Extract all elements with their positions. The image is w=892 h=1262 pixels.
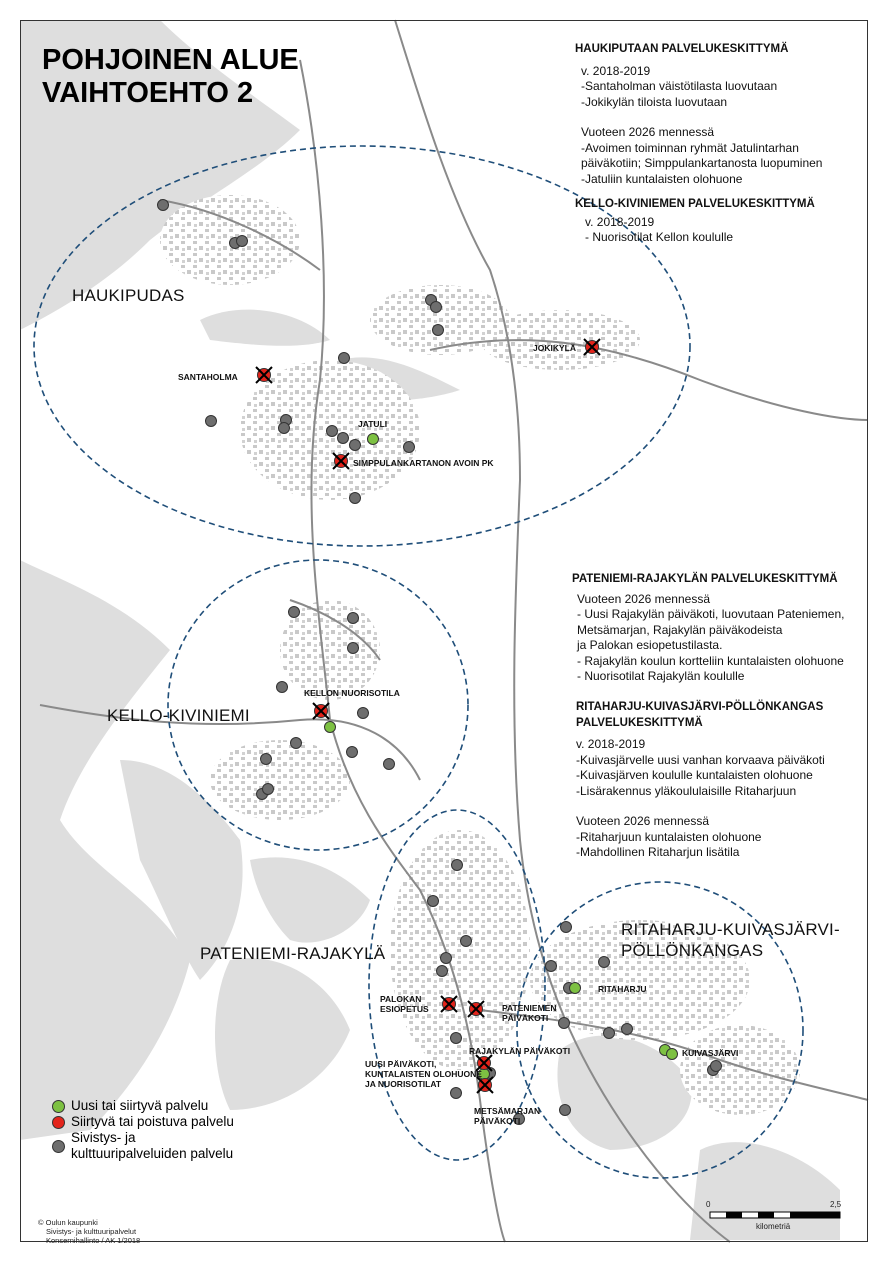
panel-item: -Jokikylän tiloista luovutaan	[581, 94, 728, 109]
panel-ritaharju-heading-1: RITAHARJU-KUIVASJÄRVI-PÖLLÖNKANGAS	[576, 701, 824, 713]
area-label-ritaharju	[621, 919, 840, 961]
panel-haukiputaan-period1: v. 2018-2019	[581, 63, 651, 78]
existing-service-point	[339, 353, 350, 364]
existing-service-point	[604, 1028, 615, 1039]
removed-point-pateniemen	[468, 1001, 484, 1017]
existing-service-point	[289, 607, 300, 618]
place-label-kellon-nuorisotila: KELLON NUORISOTILA	[304, 688, 400, 698]
scale-end-label: 2,5	[830, 1200, 842, 1209]
scale-bar	[710, 1212, 840, 1218]
place-label-metsamarjan-line1: METSÄMARJAN	[474, 1106, 541, 1116]
existing-service-point	[437, 966, 448, 977]
existing-service-point	[451, 1088, 462, 1099]
panel-haukiputaan	[575, 42, 865, 246]
existing-service-point	[599, 957, 610, 968]
existing-service-point	[347, 747, 358, 758]
title-line-2: VAIHTOEHTO 2	[42, 77, 254, 109]
existing-service-point	[261, 754, 272, 765]
legend-row-new	[52, 1098, 234, 1114]
existing-service-point	[279, 423, 290, 434]
place-label-uusi-line3: JA NUORISOTILAT	[365, 1079, 442, 1089]
scale-start-label: 0	[706, 1200, 711, 1209]
panel-item: -Lisärakennus yläkoululaisille Ritaharjuun	[576, 783, 797, 798]
panel-ritaharju-period1: v. 2018-2019	[576, 737, 646, 751]
existing-service-point	[277, 682, 288, 693]
new-service-point-jatuli	[368, 434, 379, 445]
legend-row-existing	[52, 1130, 234, 1162]
map-credits	[38, 1218, 140, 1245]
panel-haukiputaan-period2: Vuoteen 2026 mennessä	[581, 125, 714, 139]
panel-item: - Rajakylän koulun kortteliin kuntalaisten olohuone	[577, 653, 844, 668]
existing-service-point	[404, 442, 415, 453]
existing-service-point	[237, 236, 248, 247]
panel-ritaharju-heading-2: PALVELUKESKITTYMÄ	[576, 716, 703, 729]
place-label-uusi-paivakoti	[365, 1059, 482, 1089]
legend-label-existing-line1: Sivistys- ja	[71, 1130, 136, 1145]
removed-point-jokikyla	[584, 339, 600, 355]
area-label-ritaharju-line2: PÖLLÖNKANGAS	[621, 941, 764, 960]
existing-service-point	[350, 493, 361, 504]
credit-line: Konsernihallinto / AK 1/2018	[46, 1236, 141, 1245]
panel-pateniemi-period1: Vuoteen 2026 mennessä	[577, 591, 710, 606]
existing-service-point	[622, 1024, 633, 1035]
area-label-kello-kiviniemi: KELLO-KIVINIEMI	[107, 706, 250, 725]
panel-ritaharju	[576, 700, 866, 861]
place-label-jokikyla: JOKIKYLÄ	[533, 343, 576, 353]
existing-service-point	[348, 643, 359, 654]
existing-service-point	[711, 1061, 722, 1072]
panel-item: -Avoimen toiminnan ryhmät Jatulintarhan	[581, 140, 799, 155]
place-label-pateniemen-line1: PATENIEMEN	[502, 1003, 557, 1013]
area-label-pateniemi-rajakyla: PATENIEMI-RAJAKYLÄ	[200, 944, 386, 963]
panel-kello-period1: v. 2018-2019	[585, 214, 655, 229]
title-line-1: POHJOINEN ALUE	[42, 44, 299, 76]
existing-service-point	[546, 961, 557, 972]
existing-service-point	[158, 200, 169, 211]
new-service-point-kello	[325, 722, 336, 733]
place-label-simppulankartano: SIMPPULANKARTANON AVOIN PK	[353, 458, 494, 468]
existing-service-point	[350, 440, 361, 451]
place-label-santaholma: SANTAHOLMA	[178, 372, 238, 382]
legend-label-removed: Siirtyvä tai poistuva palvelu	[71, 1114, 234, 1129]
existing-service-point	[461, 936, 472, 947]
removed-point-simppulankartano	[333, 453, 349, 469]
existing-service-point	[338, 433, 349, 444]
panel-item: - Nuorisotilat Kellon koululle	[585, 230, 734, 244]
existing-service-point	[561, 922, 572, 933]
panel-pateniemi-heading: PATENIEMI-RAJAKYLÄN PALVELUKESKITTYMÄ	[572, 573, 838, 585]
existing-service-point	[291, 738, 302, 749]
existing-service-point	[428, 896, 439, 907]
place-label-uusi-line2: KUNTALAISTEN OLOHUONE	[365, 1069, 482, 1079]
removed-point-kellon-nuorisotila	[313, 703, 329, 719]
area-label-haukipudas: HAUKIPUDAS	[72, 286, 185, 305]
existing-service-point	[206, 416, 217, 427]
panel-item: päiväkotiin; Simppulankartanosta luopuminen	[581, 156, 823, 170]
place-label-metsamarjan-line2: PÄIVÄKOTI	[474, 1116, 521, 1126]
removed-point-palokan	[441, 996, 457, 1012]
place-label-kuivasjarvi: KUIVASJÄRVI	[682, 1048, 739, 1058]
legend-label-existing-line2: kulttuuripalveluiden palvelu	[71, 1146, 234, 1161]
removed-point-santaholma	[256, 367, 272, 383]
panel-item: -Kuivasjärven koululle kuntalaisten olohuone	[576, 768, 813, 782]
existing-service-point	[327, 426, 338, 437]
credit-line: Sivistys- ja kulttuuripalvelut	[46, 1227, 137, 1236]
existing-service-point	[451, 1033, 462, 1044]
existing-service-point	[559, 1018, 570, 1029]
credit-line: © Oulun kaupunki	[38, 1218, 98, 1227]
new-service-point-ritaharju	[570, 983, 581, 994]
map-title	[42, 44, 299, 110]
panel-item: -Ritaharjuun kuntalaisten olohuone	[576, 829, 762, 844]
existing-service-point	[263, 784, 274, 795]
existing-service-point	[433, 325, 444, 336]
existing-service-point	[384, 759, 395, 770]
panel-kello-heading: KELLO-KIVINIEMEN PALVELUKESKITTYMÄ	[575, 198, 815, 210]
map-legend	[52, 1098, 234, 1162]
place-label-uusi-line1: UUSI PÄIVÄKOTI,	[365, 1059, 437, 1069]
panel-item: - Uusi Rajakylän päiväkoti, luovutaan Pateniemen,	[577, 607, 845, 621]
area-label-ritaharju-line1: RITAHARJU-KUIVASJÄRVI-	[621, 920, 840, 939]
new-service-point-kuivasjarvi	[667, 1049, 678, 1060]
panel-pateniemi	[572, 572, 872, 685]
place-label-palokan-line2: ESIOPETUS	[380, 1004, 429, 1014]
panel-item: -Santaholman väistötilasta luovutaan	[581, 79, 778, 93]
place-label-jatuli: JATULI	[358, 419, 388, 429]
existing-service-point	[452, 860, 463, 871]
place-label-pateniemen-line2: PÄIVÄKOTI	[502, 1013, 549, 1023]
panel-ritaharju-period2: Vuoteen 2026 mennessä	[576, 814, 709, 828]
legend-green-dot-icon	[52, 1100, 65, 1113]
panel-item: -Kuivasjärvelle uusi vanhan korvaava päiväkoti	[576, 752, 825, 767]
place-label-ritaharju: RITAHARJU	[598, 984, 647, 994]
legend-grey-dot-icon	[52, 1140, 65, 1153]
existing-service-point	[441, 953, 452, 964]
place-label-rajakylan: RAJAKYLÄN PÄIVÄKOTI	[469, 1046, 571, 1056]
place-label-palokan	[380, 994, 429, 1014]
panel-item: -Mahdollinen Ritaharjun lisätila	[576, 845, 740, 859]
existing-service-point	[358, 708, 369, 719]
existing-service-point	[348, 613, 359, 624]
scale-unit-label: kilometriä	[756, 1222, 791, 1231]
place-label-metsamarjan	[474, 1106, 540, 1126]
place-label-pateniemen	[502, 1003, 556, 1023]
panel-item: Metsämarjan, Rajakylän päiväkodeista	[577, 622, 783, 637]
panel-haukiputaan-heading: HAUKIPUTAAN PALVELUKESKITTYMÄ	[575, 43, 789, 55]
existing-service-point	[431, 302, 442, 313]
legend-label-existing	[71, 1130, 233, 1162]
panel-item: ja Palokan esiopetustilasta.	[577, 638, 723, 652]
legend-label-new: Uusi tai siirtyvä palvelu	[71, 1098, 209, 1113]
existing-service-point	[560, 1105, 571, 1116]
legend-red-dot-icon	[52, 1116, 65, 1129]
panel-item: - Nuorisotilat Rajakylän koululle	[577, 669, 745, 683]
panel-item: -Jatuliin kuntalaisten olohuone	[581, 171, 743, 186]
legend-row-removed	[52, 1114, 234, 1130]
place-label-palokan-line1: PALOKAN	[380, 994, 422, 1004]
